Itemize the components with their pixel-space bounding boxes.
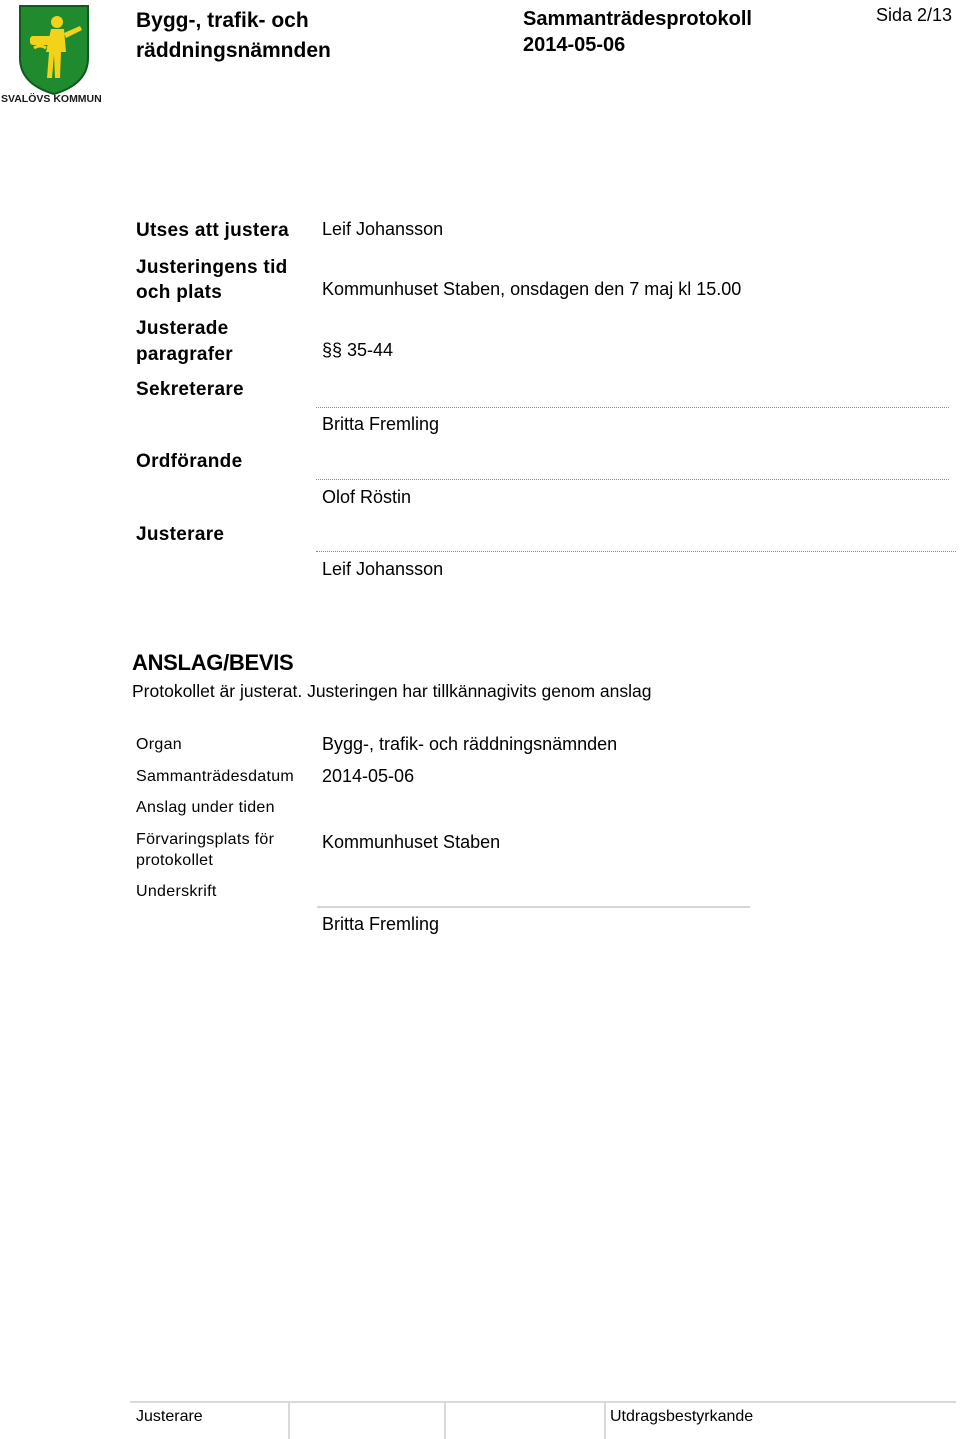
justeringens-tid-label-1: Justeringens tid — [136, 257, 288, 278]
justerare-signature-line — [316, 551, 956, 552]
ordforande-name: Olof Röstin — [322, 487, 412, 507]
justerare-label: Justerare — [136, 524, 225, 545]
forvaring-label-1: Förvaringsplats för — [136, 831, 275, 848]
underskrift-name: Britta Fremling — [322, 914, 440, 934]
utses-label: Utses att justera — [136, 220, 289, 241]
paragrafer-label-2: paragrafer — [136, 344, 233, 365]
page-number: Sida 2/13 — [876, 5, 953, 25]
document-type: Sammanträdesprotokoll — [523, 8, 752, 30]
coat-of-arms-icon — [0, 0, 110, 108]
justeringens-tid-value: Kommunhuset Staben, onsdagen den 7 maj kl 15.00 — [322, 279, 742, 299]
underskrift-label: Underskrift — [136, 883, 217, 900]
forvaring-value: Kommunhuset Staben — [322, 832, 501, 852]
justeringens-tid-label-2: och plats — [136, 282, 223, 303]
committee-title-line2: räddningsnämnden — [136, 39, 331, 62]
datum-label: Sammanträdesdatum — [136, 768, 295, 785]
footer-justerare-label: Justerare — [136, 1408, 203, 1425]
organ-value: Bygg-, trafik- och räddningsnämnden — [322, 734, 618, 754]
anslag-intro: Protokollet är justerat. Justeringen har tillkännagivits genom anslag — [132, 681, 652, 701]
footer-divider-2 — [444, 1402, 446, 1439]
footer-utdrag-label: Utdragsbestyrkande — [610, 1408, 754, 1425]
utses-value: Leif Johansson — [322, 219, 444, 239]
org-name: SVALÖVS KOMMUN — [1, 93, 102, 105]
sekreterare-name: Britta Fremling — [322, 414, 440, 434]
underskrift-signature-line — [317, 906, 750, 908]
forvaring-label-2: protokollet — [136, 852, 214, 869]
paragrafer-label-1: Justerade — [136, 318, 229, 339]
justerare-name: Leif Johansson — [322, 559, 444, 579]
sekreterare-label: Sekreterare — [136, 379, 244, 400]
committee-title-line1: Bygg-, trafik- och — [136, 9, 309, 32]
ordforande-signature-line — [316, 479, 949, 480]
paragrafer-value: §§ 35-44 — [322, 340, 394, 360]
document-date: 2014-05-06 — [523, 34, 626, 56]
footer-top-border — [130, 1401, 956, 1403]
organ-label: Organ — [136, 736, 182, 753]
sekreterare-signature-line — [316, 407, 949, 408]
datum-value: 2014-05-06 — [322, 766, 415, 786]
anslag-tiden-label: Anslag under tiden — [136, 799, 275, 816]
anslag-heading: ANSLAG/BEVIS — [132, 650, 294, 675]
municipality-logo — [0, 0, 110, 108]
footer-divider-1 — [288, 1402, 290, 1439]
ordforande-label: Ordförande — [136, 451, 243, 472]
footer-divider-3 — [604, 1402, 606, 1439]
